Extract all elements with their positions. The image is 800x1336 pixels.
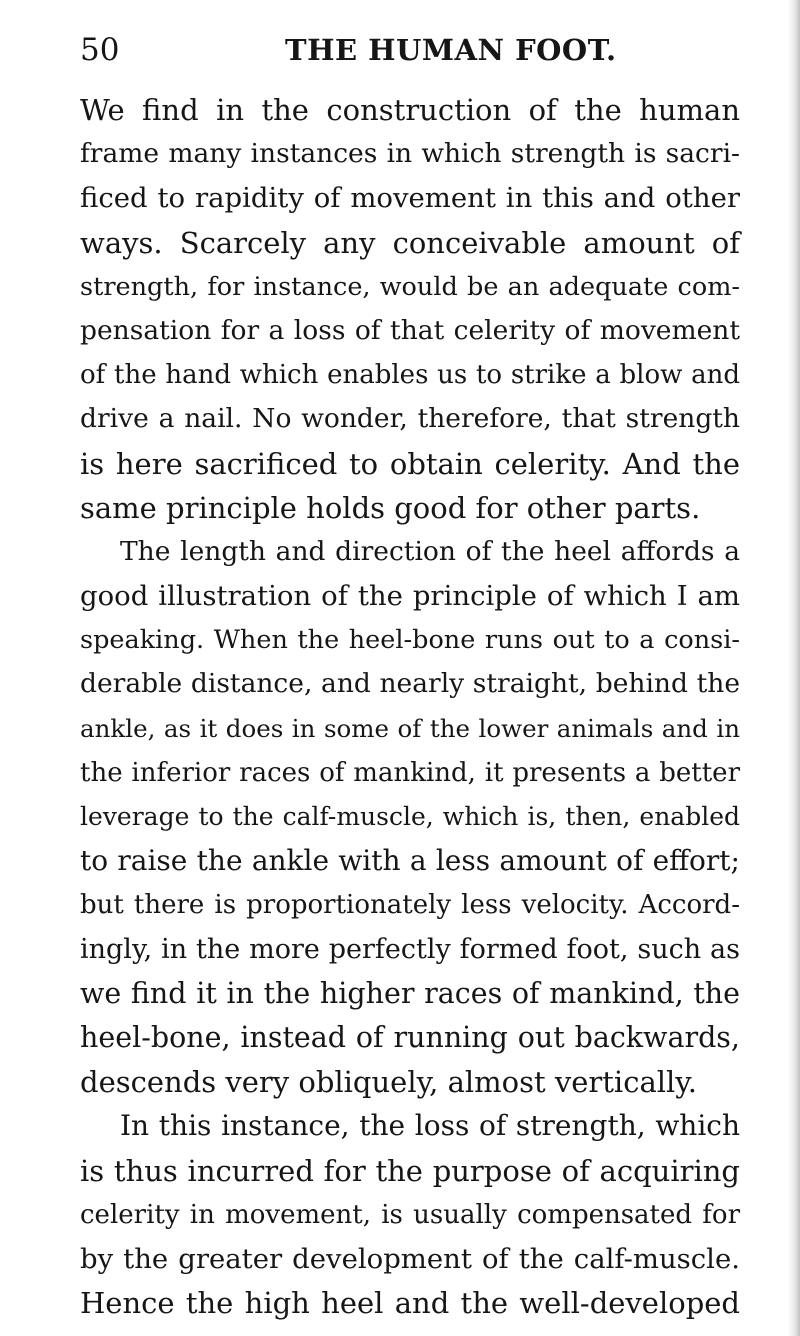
running-head bbox=[80, 30, 760, 70]
text-line: the inferior races of mankind, it presents a better bbox=[80, 757, 740, 788]
text-line: same principle holds good for other parts. bbox=[80, 490, 701, 525]
page-number: 50 bbox=[80, 32, 120, 68]
text-line: we find it in the higher races of mankind, the bbox=[80, 976, 740, 1010]
text-line: good illustration of the principle of which I am bbox=[80, 580, 740, 613]
text-line: by the greater development of the calf-muscle. bbox=[80, 1242, 740, 1275]
text-line: but there is proportionately less velocity. Accord- bbox=[80, 890, 740, 921]
text-line: The length and direction of the heel affords a bbox=[120, 535, 740, 567]
text-line: is here sacrificed to obtain celerity. And the bbox=[80, 446, 740, 481]
text-line: celerity in movement, is usually compensated for bbox=[80, 1199, 740, 1230]
page-edge-shadow bbox=[788, 0, 800, 1336]
text-line: of the hand which enables us to strike a blow and bbox=[80, 360, 740, 391]
text-line: pensation for a loss of that celerity of movement bbox=[80, 314, 740, 346]
text-line: is thus incurred for the purpose of acquiring bbox=[80, 1153, 740, 1188]
text-line: Hence the high heel and the well-developed bbox=[80, 1286, 740, 1321]
text-line: frame many instances in which strength is sacri- bbox=[80, 138, 740, 170]
body-text bbox=[80, 88, 740, 1325]
text-line: ingly, in the more perfectly formed foot, such as bbox=[80, 933, 740, 965]
text-line: derable distance, and nearly straight, behind the bbox=[80, 668, 740, 700]
text-line: speaking. When the heel-bone runs out to a consi- bbox=[80, 625, 740, 656]
text-line: drive a nail. No wonder, therefore, that strength bbox=[80, 403, 740, 435]
running-title: THE HUMAN FOOT. bbox=[285, 33, 617, 67]
text-line: ways. Scarcely any conceivable amount of bbox=[80, 225, 740, 260]
text-line: heel-bone, instead of running out backwards, bbox=[80, 1020, 740, 1054]
text-line: descends very obliquely, almost vertically. bbox=[80, 1065, 698, 1100]
text-line: to raise the ankle with a less amount of effort; bbox=[80, 844, 740, 878]
text-line: leverage to the calf-muscle, which is, then, enabled bbox=[80, 802, 740, 831]
text-line: strength, for instance, would be an adequate com- bbox=[80, 271, 740, 302]
text-line: ficed to rapidity of movement in this and other bbox=[80, 182, 740, 215]
text-line: ankle, as it does in some of the lower animals and in bbox=[80, 713, 740, 743]
text-line: We find in the construction of the human bbox=[80, 93, 740, 127]
text-line: In this instance, the loss of strength, which bbox=[120, 1109, 740, 1143]
